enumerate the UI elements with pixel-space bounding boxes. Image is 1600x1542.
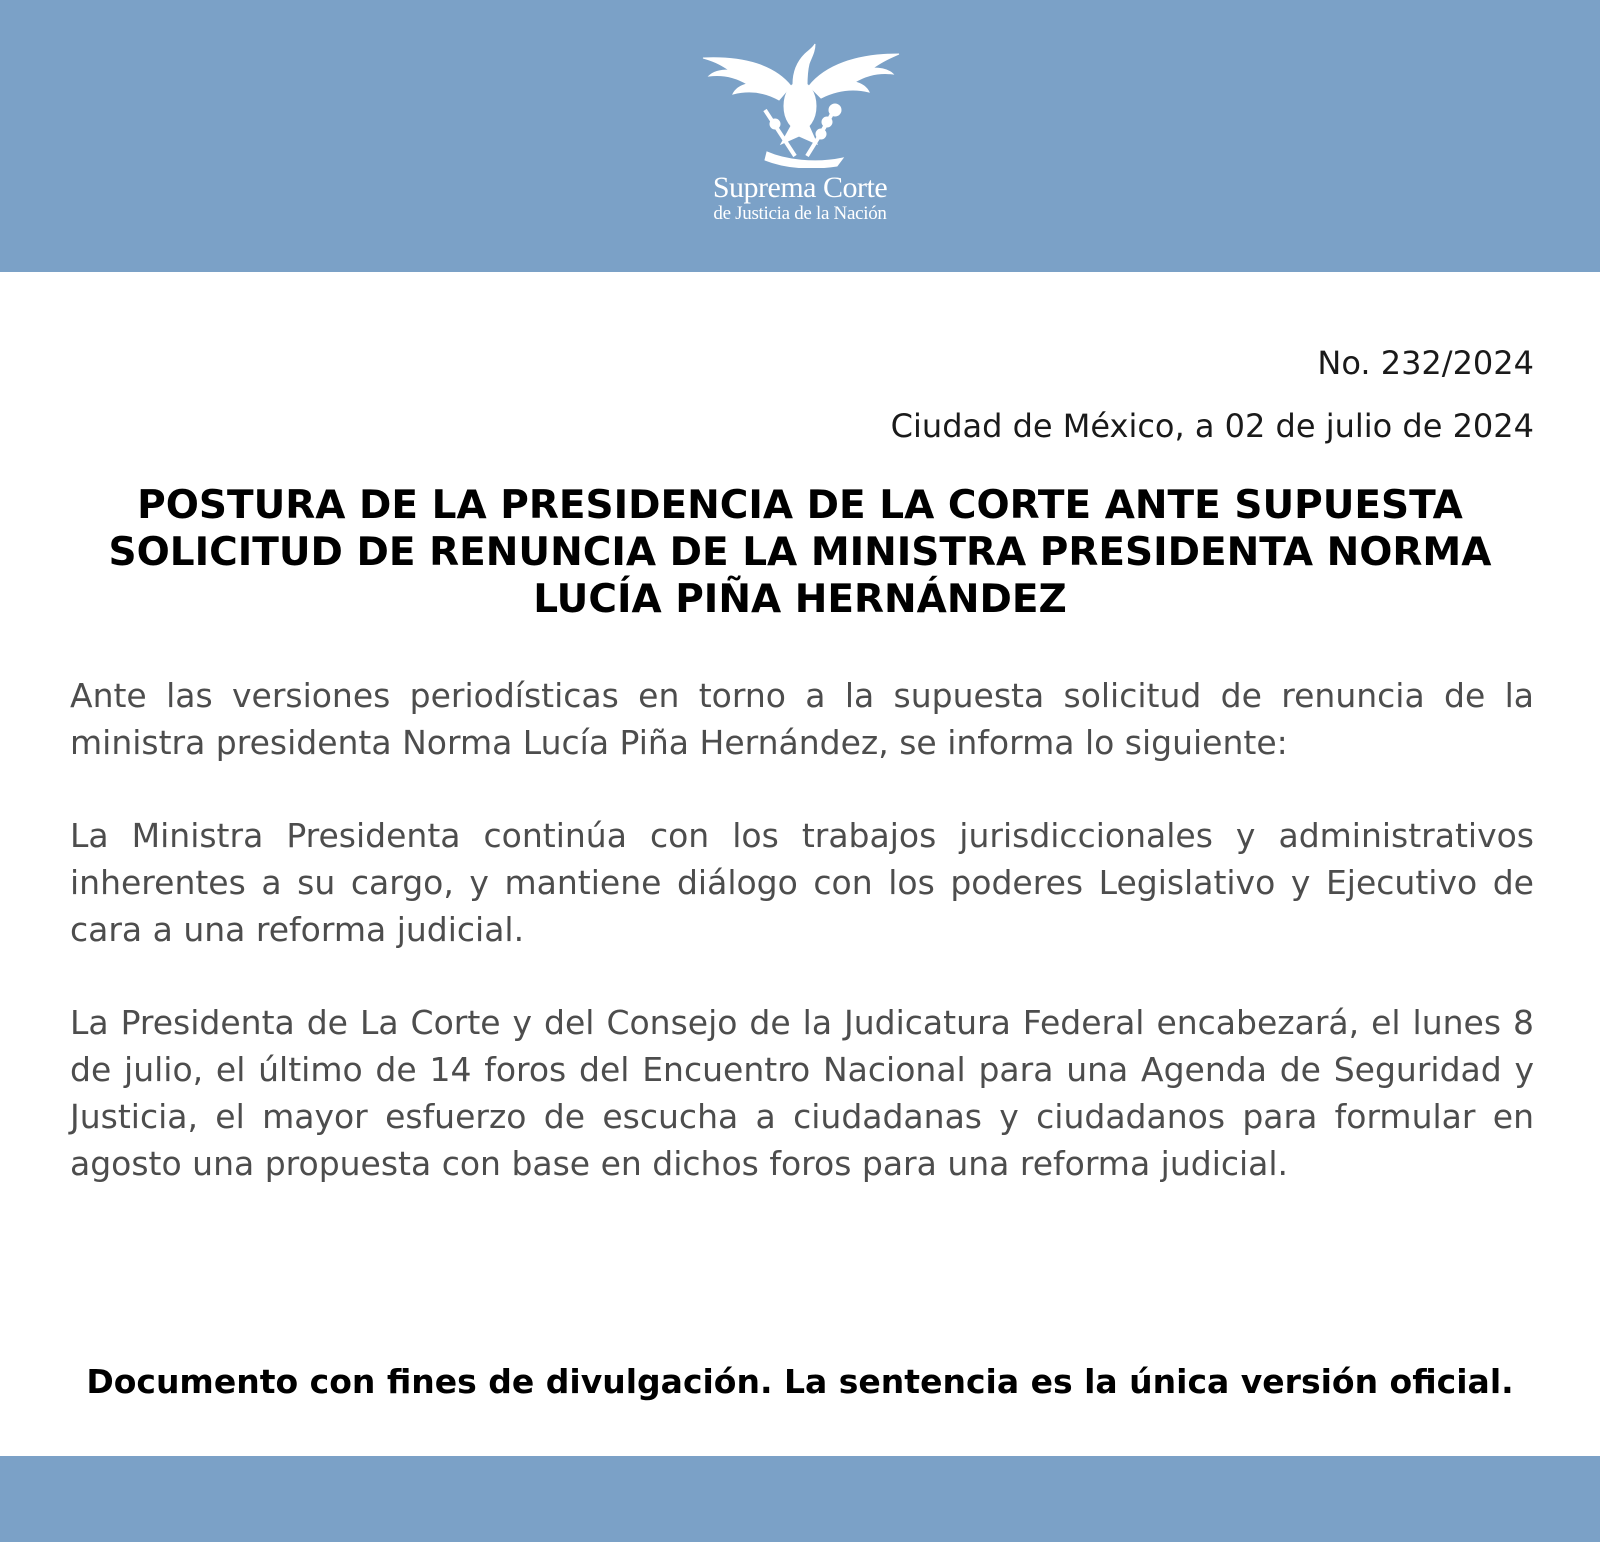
paragraph-1: Ante las versiones periodísticas en torno a la supuesta solicitud de renuncia de la ministra presidenta Norma Lucía Piña Hernández, se informa lo siguiente: (70, 676, 1534, 762)
header-band (0, 0, 1600, 272)
logo-title: Suprema Corte (712, 171, 888, 204)
logo-subtitle: de Justicia de la Nación (713, 203, 887, 224)
eagle-emblem-icon (695, 40, 905, 168)
paragraph-3: La Presidenta de La Corte y del Consejo de la Judicatura Federal encabezará, el lunes 8 de julio, el último de 14 foros del Encuentro Nacional para una Agenda de Seguridad y Justicia, el mayor esfuerzo de escucha a ciudadanas y ciudadanos para formular en agosto una propuesta con base en dichos foros para una reforma judicial. (70, 1003, 1534, 1183)
paragraph-2: La Ministra Presidenta continúa con los trabajos jurisdiccionales y administrativos inherentes a su cargo, y mantiene diálogo con los poderes Legislativo y Ejecutivo de cara a una reforma judicial. (70, 816, 1534, 949)
footer-band (0, 1456, 1600, 1542)
document-number: No. 232/2024 (1317, 344, 1534, 382)
court-logo (690, 40, 910, 240)
headline: POSTURA DE LA PRESIDENCIA DE LA CORTE ANTE SUPUESTA SOLICITUD DE RENUNCIA DE LA MINISTRA PRESIDENTA NORMA LUCÍA PIÑA HERNÁNDEZ (108, 483, 1492, 622)
place-and-date: Ciudad de México, a 02 de julio de 2024 (890, 407, 1534, 445)
disclaimer: Documento con fines de divulgación. La sentencia es la única versión oficial. (86, 1362, 1514, 1401)
